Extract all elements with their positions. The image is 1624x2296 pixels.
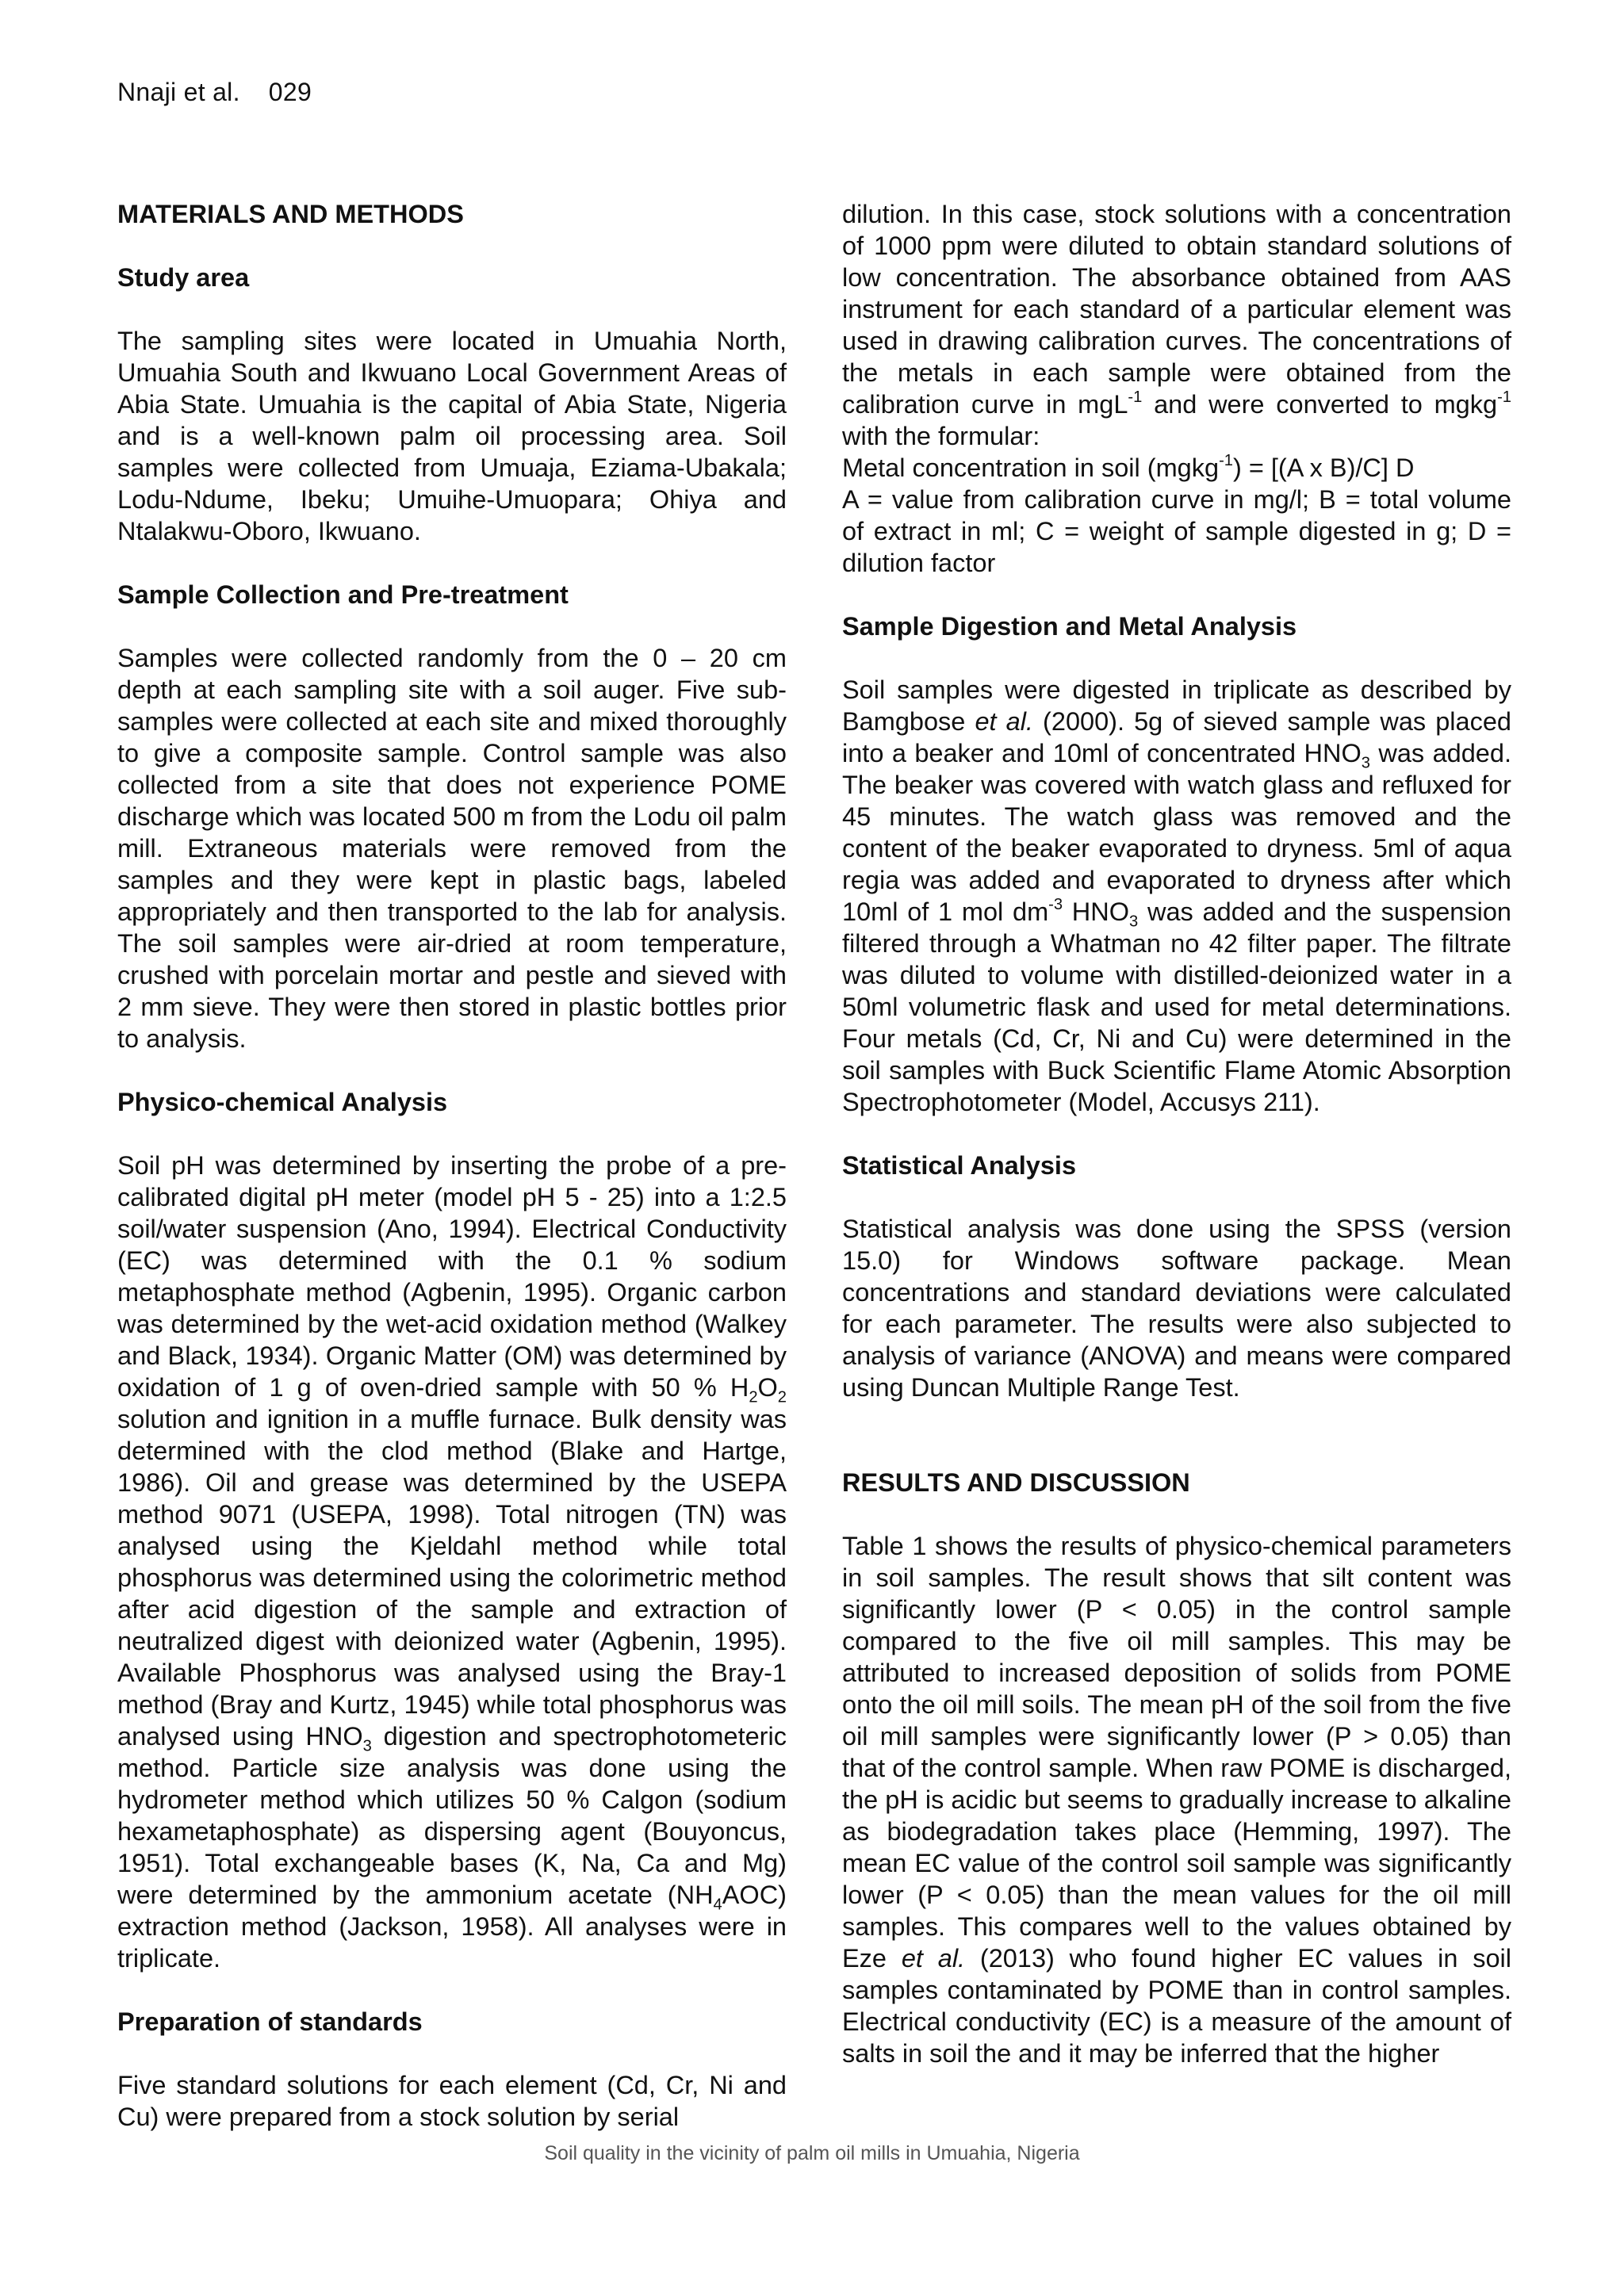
subheading-sample-collection: Sample Collection and Pre-treatment bbox=[117, 580, 569, 609]
formula-metal-concentration: Metal concentration in soil (mgkg$^{-1}$) = [(A x B)/C] D bbox=[842, 452, 1415, 482]
paragraph-study-area: The sampling sites were located in Umuahia North, Umuahia South and Ikwuano Local Government Areas of Abia State. Umuahia is the capital of Abia State, Nigeria and is a well-known palm oil processing area. Soil samples were collected from Umuaja, Eziama-Ubakala; Lodu-Ndume, Ibeku; Umuihe-Umuopara; Ohiya and Ntalakwu-Oboro, Ikwuano. bbox=[117, 327, 787, 545]
running-header bbox=[117, 78, 312, 107]
header-page-number: 029 bbox=[268, 78, 312, 106]
section-heading-results: RESULTS AND DISCUSSION bbox=[842, 1468, 1190, 1497]
section-heading-materials-methods: MATERIALS AND METHODS bbox=[117, 200, 464, 228]
subheading-study-area: Study area bbox=[117, 263, 250, 292]
spacer bbox=[842, 1435, 1511, 1467]
left-column bbox=[117, 198, 787, 2133]
paragraph-standards-continued: dilution. In this case, stock solutions with a concentration of 1000 ppm were diluted to obtain standard solutions of low concentration. The absorbance obtained from AAS instrument for each standard of a particular element was used in drawing calibration curves. The concentrations of the metals in each sample were obtained from the calibration curve in mgL$^{-1}$ and were converted to mgkg$^{-1}$ with the formular: bbox=[842, 200, 1512, 450]
paragraph-digestion: Soil samples were digested in triplicate as described by Bamgbose et al. (2000). 5g of sieved sample was placed into a beaker and 10ml of concentrated $HNO_3$ was added. The beaker was covered with watch glass and refluxed for 45 minutes. The watch glass was removed and the content of the beaker evaporated to dryness. 5ml of aqua regia was added and evaporated to dryness after which 10ml of 1 mol $dm^{-3}$ $HNO_3$ was added and the suspension filtered through a Whatman no 42 filter paper. The filtrate was diluted to volume with distilled-deionized water in a 50ml volumetric flask and used for metal determinations. Four metals (Cd, Cr, Ni and Cu) were determined in the soil samples with Buck Scientific Flame Atomic Absorption Spectrophotometer (Model, Accusys 211). bbox=[842, 675, 1511, 1116]
subheading-statistical: Statistical Analysis bbox=[842, 1151, 1077, 1180]
subheading-physico-chemical: Physico-chemical Analysis bbox=[117, 1088, 448, 1116]
subheading-digestion: Sample Digestion and Metal Analysis bbox=[842, 612, 1297, 641]
header-authors: Nnaji et al. bbox=[117, 78, 240, 106]
formula-definitions: A = value from calibration curve in mg/l; B = total volume of extract in ml; C = weight of sample digested in g; D = dilution factor bbox=[842, 485, 1511, 577]
paragraph-results: Table 1 shows the results of physico-chemical parameters in soil samples. The result shows that silt content was significantly lower (P < 0.05) in the control sample compared to the five oil mill samples. This may be attributed to increased deposition of solids from POME onto the oil mill soils. The mean pH of the soil from the five oil mill samples were significantly lower (P > 0.05) than that of the control sample. When raw POME is discharged, the pH is acidic but seems to gradually increase to alkaline as biodegradation takes place (Hemming, 1997). The mean EC value of the control soil sample was significantly lower (P < 0.05) than the mean values for the oil mill samples. This compares well to the values obtained by Eze et al. (2013) who found higher EC values in soil samples contaminated by POME than in control samples. Electrical conductivity (EC) is a measure of the amount of salts in soil the and it may be inferred that the higher bbox=[842, 1532, 1511, 2068]
paragraph-statistical: Statistical analysis was done using the SPSS (version 15.0) for Windows software package. Mean concentrations and standard deviations were calculated for each parameter. The results were also subjected to analysis of variance (ANOVA) and means were compared using Duncan Multiple Range Test. bbox=[842, 1215, 1511, 1402]
running-footer: Soil quality in the vicinity of palm oil mills in Umuahia, Nigeria bbox=[544, 2142, 1080, 2164]
paragraph-sample-collection: Samples were collected randomly from the 0 – 20 cm depth at each sampling site with a soil auger. Five sub-samples were collected at each site and mixed thoroughly to give a composite sample. Control sample was also collected from a site that does not experience POME discharge which was located 500 m from the Lodu oil palm mill. Extraneous materials were removed from the samples and they were kept in plastic bags, labeled appropriately and then transported to the lab for analysis. The soil samples were air-dried at room temperature, crushed with porcelain mortar and pestle and sieved with 2 mm sieve. They were then stored in plastic bottles prior to analysis. bbox=[117, 644, 787, 1053]
paragraph-preparation-standards: Five standard solutions for each element (Cd, Cr, Ni and Cu) were prepared from a stock solution by serial bbox=[117, 2071, 787, 2131]
right-column bbox=[842, 198, 1511, 2069]
subheading-preparation-standards: Preparation of standards bbox=[117, 2007, 423, 2036]
paragraph-physico-chemical: Soil pH was determined by inserting the probe of a pre-calibrated digital pH meter (model pH 5 - 25) into a 1:2.5 soil/water suspension (Ano, 1994). Electrical Conductivity (EC) was determined with the 0.1 % sodium metaphosphate method (Agbenin, 1995). Organic carbon was determined by the wet-acid oxidation method (Walkey and Black, 1934). Organic Matter (OM) was determined by oxidation of 1 g of oven-dried sample with 50 % $H_2O_2$ solution and ignition in a muffle furnace. Bulk density was determined with the clod method (Blake and Hartge, 1986). Oil and grease was determined by the USEPA method 9071 (USEPA, 1998). Total nitrogen (TN) was analysed using the Kjeldahl method while total phosphorus was determined using the colorimetric method after acid digestion of the sample and extraction of neutralized digest with deionized water (Agbenin, 1995). Available Phosphorus was analysed using the Bray-1 method (Bray and Kurtz, 1945) while total phosphorus was analysed using $HNO_3$ digestion and spectrophotometeric method. Particle size analysis was done using the hydrometer method which utilizes 50 % Calgon (sodium hexametaphosphate) as dispersing agent (Bouyoncus, 1951). Total exchangeable bases (K, Na, Ca and Mg) were determined by the ammonium acetate $(NH_4AOC)$ extraction method (Jackson, 1958). All analyses were in triplicate. bbox=[117, 1151, 787, 1973]
